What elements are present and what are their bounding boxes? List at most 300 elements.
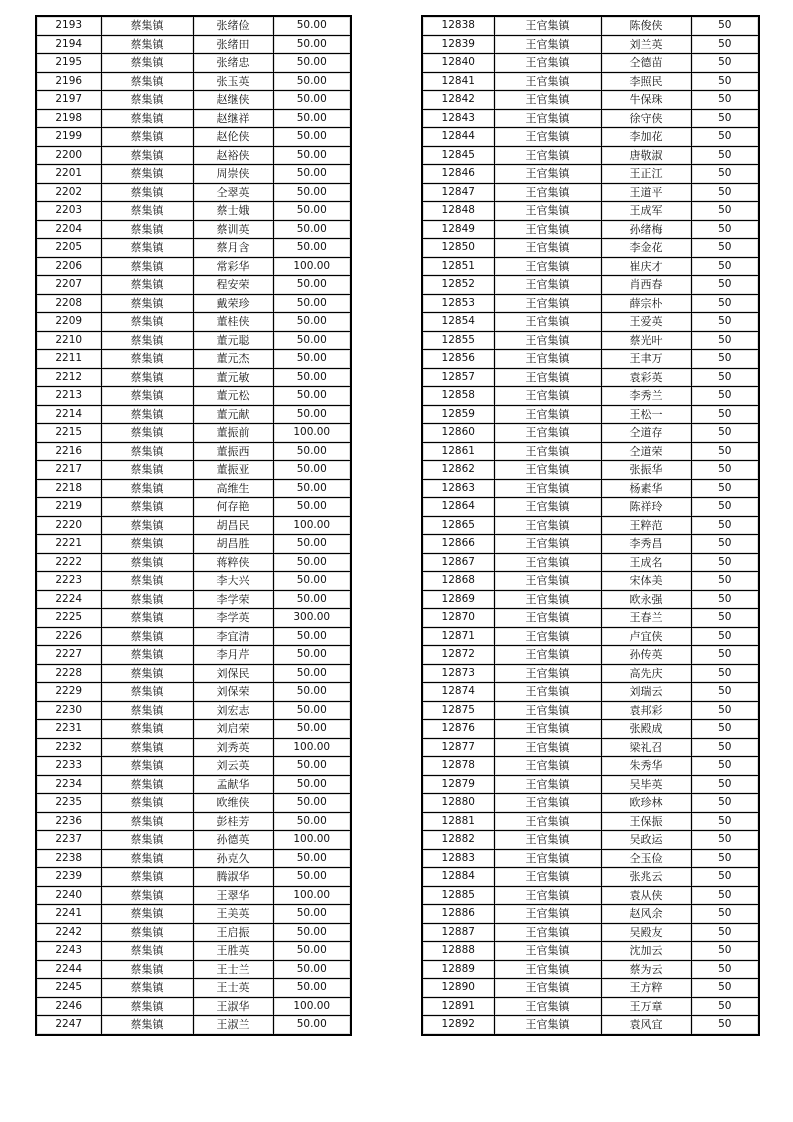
town-cell: 蔡集镇 [101,886,193,905]
town-cell: 蔡集镇 [101,35,193,54]
town-cell: 王官集镇 [494,461,601,480]
name-cell: 王爱英 [601,313,691,332]
table-row [36,239,351,258]
name-cell: 吴毕英 [601,775,691,794]
amount-cell: 50.00 [273,405,351,424]
serial-number-cell: 12875 [422,701,494,720]
table-row [422,868,759,887]
table-row [422,109,759,128]
name-cell: 董桂侠 [193,313,273,332]
serial-number-cell: 2218 [36,479,101,498]
serial-number-cell: 12867 [422,553,494,572]
name-cell: 欧永强 [601,590,691,609]
name-cell: 仝玉俭 [601,849,691,868]
town-cell: 蔡集镇 [101,942,193,961]
amount-cell: 50.00 [273,165,351,184]
name-cell: 蔡光叶 [601,331,691,350]
town-cell: 王官集镇 [494,868,601,887]
table-row [422,942,759,961]
amount-cell: 50 [691,257,759,276]
table-row [422,1016,759,1035]
town-cell: 蔡集镇 [101,461,193,480]
serial-number-cell: 12848 [422,202,494,221]
town-cell: 蔡集镇 [101,868,193,887]
table-row [36,886,351,905]
table-row [422,479,759,498]
serial-number-cell: 2203 [36,202,101,221]
amount-cell: 50.00 [273,220,351,239]
name-cell: 王春兰 [601,609,691,628]
amount-cell: 50 [691,128,759,147]
serial-number-cell: 2217 [36,461,101,480]
town-cell: 王官集镇 [494,239,601,258]
table-row [36,942,351,961]
table-row [36,387,351,406]
town-cell: 王官集镇 [494,886,601,905]
name-cell: 崔庆才 [601,257,691,276]
town-cell: 王官集镇 [494,942,601,961]
table-row [36,16,351,35]
serial-number-cell: 12845 [422,146,494,165]
serial-number-cell: 2230 [36,701,101,720]
name-cell: 牛保珠 [601,91,691,110]
town-cell: 王官集镇 [494,313,601,332]
serial-number-cell: 2241 [36,905,101,924]
serial-number-cell: 12877 [422,738,494,757]
amount-cell: 50.00 [273,183,351,202]
serial-number-cell: 12882 [422,831,494,850]
town-cell: 蔡集镇 [101,664,193,683]
name-cell: 王方粹 [601,979,691,998]
town-cell: 王官集镇 [494,572,601,591]
amount-cell: 100.00 [273,831,351,850]
name-cell: 李金花 [601,239,691,258]
name-cell: 李秀昌 [601,535,691,554]
serial-number-cell: 2243 [36,942,101,961]
town-cell: 蔡集镇 [101,738,193,757]
amount-cell: 50 [691,165,759,184]
town-cell: 蔡集镇 [101,627,193,646]
serial-number-cell: 12861 [422,442,494,461]
table-row [36,794,351,813]
name-cell: 王万章 [601,997,691,1016]
amount-cell: 50 [691,91,759,110]
table-row [422,609,759,628]
town-cell: 王官集镇 [494,627,601,646]
town-cell: 蔡集镇 [101,979,193,998]
town-cell: 蔡集镇 [101,442,193,461]
serial-number-cell: 2204 [36,220,101,239]
town-cell: 王官集镇 [494,553,601,572]
table-row [422,664,759,683]
amount-cell: 50.00 [273,683,351,702]
town-cell: 蔡集镇 [101,812,193,831]
serial-number-cell: 12847 [422,183,494,202]
serial-number-cell: 12874 [422,683,494,702]
name-cell: 徐守侠 [601,109,691,128]
name-cell: 董元松 [193,387,273,406]
serial-number-cell: 2198 [36,109,101,128]
name-cell: 杨素华 [601,479,691,498]
table-row [36,91,351,110]
table-row [36,701,351,720]
table-row [36,664,351,683]
amount-cell: 50 [691,183,759,202]
serial-number-cell: 12883 [422,849,494,868]
name-cell: 王松一 [601,405,691,424]
table-row [36,516,351,535]
serial-number-cell: 12863 [422,479,494,498]
table-row [36,109,351,128]
name-cell: 董元献 [193,405,273,424]
serial-number-cell: 12880 [422,794,494,813]
town-cell: 蔡集镇 [101,109,193,128]
table-row [422,553,759,572]
amount-cell: 50.00 [273,146,351,165]
amount-cell: 50 [691,775,759,794]
table-row [422,738,759,757]
town-cell: 王官集镇 [494,350,601,369]
table-row [422,54,759,73]
serial-number-cell: 2226 [36,627,101,646]
table-row [36,331,351,350]
amount-cell: 50 [691,276,759,295]
amount-cell: 50.00 [273,775,351,794]
serial-number-cell: 2229 [36,683,101,702]
serial-number-cell: 12849 [422,220,494,239]
amount-cell: 50 [691,960,759,979]
serial-number-cell: 12892 [422,1016,494,1035]
town-cell: 王官集镇 [494,276,601,295]
amount-cell: 300.00 [273,609,351,628]
table-row [422,683,759,702]
serial-number-cell: 2196 [36,72,101,91]
amount-cell: 50 [691,757,759,776]
name-cell: 彭桂芳 [193,812,273,831]
amount-cell: 100.00 [273,997,351,1016]
serial-number-cell: 2213 [36,387,101,406]
amount-cell: 50 [691,553,759,572]
serial-number-cell: 12878 [422,757,494,776]
serial-number-cell: 12857 [422,368,494,387]
town-cell: 王官集镇 [494,331,601,350]
town-cell: 蔡集镇 [101,91,193,110]
town-cell: 王官集镇 [494,220,601,239]
name-cell: 蔡月含 [193,239,273,258]
name-cell: 刘瑞云 [601,683,691,702]
amount-cell: 50 [691,54,759,73]
table-row [422,923,759,942]
name-cell: 欧珍林 [601,794,691,813]
town-cell: 蔡集镇 [101,757,193,776]
town-cell: 王官集镇 [494,442,601,461]
amount-cell: 50.00 [273,313,351,332]
serial-number-cell: 12844 [422,128,494,147]
name-cell: 李照民 [601,72,691,91]
serial-number-cell: 2207 [36,276,101,295]
name-cell: 李大兴 [193,572,273,591]
table-row [36,720,351,739]
name-cell: 王成名 [601,553,691,572]
serial-number-cell: 12868 [422,572,494,591]
town-cell: 王官集镇 [494,35,601,54]
amount-cell: 50 [691,220,759,239]
serial-number-cell: 12851 [422,257,494,276]
table-row [36,627,351,646]
serial-number-cell: 2211 [36,350,101,369]
amount-cell: 50.00 [273,701,351,720]
name-cell: 梁礼召 [601,738,691,757]
name-cell: 王淑兰 [193,1016,273,1035]
name-cell: 高维生 [193,479,273,498]
table-row [422,220,759,239]
name-cell: 董振前 [193,424,273,443]
serial-number-cell: 2221 [36,535,101,554]
table-row [422,886,759,905]
right-table-body [422,16,759,1035]
amount-cell: 50 [691,905,759,924]
amount-cell: 50.00 [273,720,351,739]
table-row [422,849,759,868]
table-row [36,368,351,387]
table-row [36,479,351,498]
amount-cell: 50.00 [273,794,351,813]
serial-number-cell: 2210 [36,331,101,350]
amount-cell: 50 [691,331,759,350]
town-cell: 王官集镇 [494,183,601,202]
name-cell: 沈加云 [601,942,691,961]
table-row [422,16,759,35]
name-cell: 卢宜侠 [601,627,691,646]
town-cell: 蔡集镇 [101,54,193,73]
serial-number-cell: 2235 [36,794,101,813]
town-cell: 蔡集镇 [101,516,193,535]
name-cell: 董振亚 [193,461,273,480]
serial-number-cell: 12843 [422,109,494,128]
name-cell: 王美英 [193,905,273,924]
serial-number-cell: 12885 [422,886,494,905]
town-cell: 蔡集镇 [101,72,193,91]
town-cell: 蔡集镇 [101,1016,193,1035]
serial-number-cell: 2202 [36,183,101,202]
name-cell: 唐敬淑 [601,146,691,165]
amount-cell: 50 [691,886,759,905]
amount-cell: 50 [691,1016,759,1035]
serial-number-cell: 2247 [36,1016,101,1035]
town-cell: 王官集镇 [494,91,601,110]
serial-number-cell: 12842 [422,91,494,110]
table-row [36,609,351,628]
town-cell: 王官集镇 [494,609,601,628]
amount-cell: 50 [691,461,759,480]
town-cell: 蔡集镇 [101,960,193,979]
table-row [36,960,351,979]
serial-number-cell: 2240 [36,886,101,905]
amount-cell: 50 [691,16,759,35]
table-row [422,350,759,369]
name-cell: 刘保民 [193,664,273,683]
town-cell: 王官集镇 [494,128,601,147]
town-cell: 蔡集镇 [101,720,193,739]
serial-number-cell: 2242 [36,923,101,942]
table-row [422,35,759,54]
serial-number-cell: 12865 [422,516,494,535]
town-cell: 王官集镇 [494,165,601,184]
serial-number-cell: 12846 [422,165,494,184]
amount-cell: 50.00 [273,942,351,961]
table-row [36,461,351,480]
town-cell: 王官集镇 [494,960,601,979]
table-row [422,997,759,1016]
table-row [36,572,351,591]
serial-number-cell: 12891 [422,997,494,1016]
serial-number-cell: 12871 [422,627,494,646]
name-cell: 赵裕侠 [193,146,273,165]
table-row [36,257,351,276]
amount-cell: 50.00 [273,812,351,831]
name-cell: 王翠华 [193,886,273,905]
table-row [36,757,351,776]
table-row [36,146,351,165]
name-cell: 王道平 [601,183,691,202]
name-cell: 张兆云 [601,868,691,887]
town-cell: 王官集镇 [494,54,601,73]
serial-number-cell: 12852 [422,276,494,295]
town-cell: 王官集镇 [494,979,601,998]
serial-number-cell: 12889 [422,960,494,979]
serial-number-cell: 12873 [422,664,494,683]
amount-cell: 50.00 [273,294,351,313]
table-row [36,313,351,332]
amount-cell: 50.00 [273,664,351,683]
table-row [422,276,759,295]
amount-cell: 50 [691,646,759,665]
serial-number-cell: 12859 [422,405,494,424]
town-cell: 王官集镇 [494,368,601,387]
serial-number-cell: 2238 [36,849,101,868]
serial-number-cell: 12888 [422,942,494,961]
table-row [36,812,351,831]
amount-cell: 50 [691,424,759,443]
table-row [36,165,351,184]
town-cell: 蔡集镇 [101,794,193,813]
name-cell: 李宜清 [193,627,273,646]
table-row [422,535,759,554]
town-cell: 蔡集镇 [101,590,193,609]
town-cell: 王官集镇 [494,424,601,443]
name-cell: 孙克久 [193,849,273,868]
amount-cell: 50 [691,516,759,535]
name-cell: 吴殿友 [601,923,691,942]
town-cell: 蔡集镇 [101,479,193,498]
amount-cell: 100.00 [273,886,351,905]
town-cell: 蔡集镇 [101,405,193,424]
name-cell: 蒋粹侠 [193,553,273,572]
serial-number-cell: 12840 [422,54,494,73]
table-row [36,276,351,295]
name-cell: 王士英 [193,979,273,998]
table-row [36,923,351,942]
town-cell: 王官集镇 [494,387,601,406]
town-cell: 王官集镇 [494,479,601,498]
amount-cell: 50.00 [273,72,351,91]
amount-cell: 50.00 [273,646,351,665]
town-cell: 王官集镇 [494,738,601,757]
name-cell: 李月芹 [193,646,273,665]
town-cell: 蔡集镇 [101,387,193,406]
amount-cell: 50 [691,590,759,609]
amount-cell: 50.00 [273,590,351,609]
name-cell: 高先庆 [601,664,691,683]
serial-number-cell: 2245 [36,979,101,998]
serial-number-cell: 2212 [36,368,101,387]
amount-cell: 50.00 [273,331,351,350]
amount-cell: 50 [691,812,759,831]
amount-cell: 50 [691,923,759,942]
table-row [36,997,351,1016]
table-row [422,498,759,517]
name-cell: 袁从侠 [601,886,691,905]
table-row [422,294,759,313]
town-cell: 王官集镇 [494,664,601,683]
town-cell: 蔡集镇 [101,609,193,628]
name-cell: 戴荣珍 [193,294,273,313]
serial-number-cell: 2239 [36,868,101,887]
serial-number-cell: 12854 [422,313,494,332]
name-cell: 袁风宜 [601,1016,691,1035]
serial-number-cell: 2214 [36,405,101,424]
table-row [36,405,351,424]
table-row [422,128,759,147]
name-cell: 赵继祥 [193,109,273,128]
table-row [422,701,759,720]
name-cell: 孙传英 [601,646,691,665]
table-row [422,757,759,776]
table-row [422,202,759,221]
town-cell: 蔡集镇 [101,183,193,202]
name-cell: 董元敏 [193,368,273,387]
table-row [36,979,351,998]
table-row [422,424,759,443]
town-cell: 蔡集镇 [101,128,193,147]
town-cell: 蔡集镇 [101,257,193,276]
table-row [36,183,351,202]
table-row [422,313,759,332]
town-cell: 王官集镇 [494,1016,601,1035]
serial-number-cell: 2219 [36,498,101,517]
table-row [36,498,351,517]
serial-number-cell: 2236 [36,812,101,831]
amount-cell: 50.00 [273,553,351,572]
name-cell: 常彩华 [193,257,273,276]
amount-cell: 50.00 [273,368,351,387]
town-cell: 王官集镇 [494,720,601,739]
town-cell: 王官集镇 [494,405,601,424]
table-row [422,165,759,184]
table-row [36,424,351,443]
table-row [36,831,351,850]
town-cell: 王官集镇 [494,16,601,35]
table-row [422,646,759,665]
amount-cell: 50.00 [273,387,351,406]
name-cell: 张殿成 [601,720,691,739]
town-cell: 王官集镇 [494,516,601,535]
amount-cell: 50.00 [273,35,351,54]
name-cell: 仝翠英 [193,183,273,202]
serial-number-cell: 2232 [36,738,101,757]
name-cell: 胡昌民 [193,516,273,535]
amount-cell: 50 [691,664,759,683]
